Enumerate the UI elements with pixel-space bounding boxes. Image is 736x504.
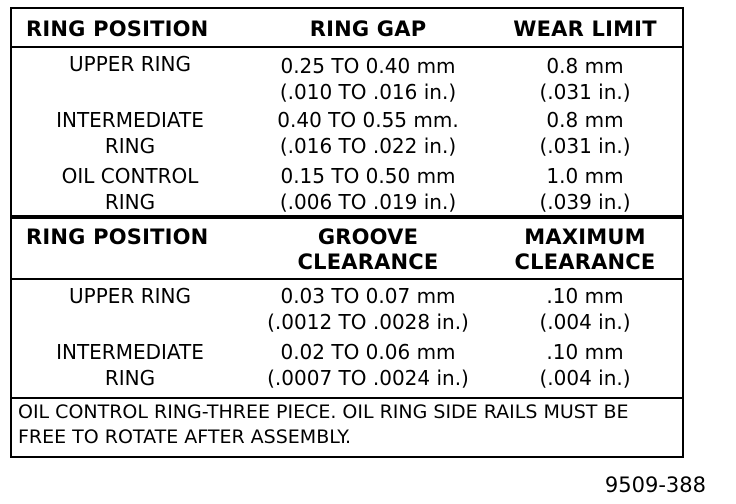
header-maximum-clearance: MAXIMUM CLEARANCE	[514, 225, 656, 274]
gap-row-upper-limit: 0.8 mm (.031 in.)	[539, 54, 631, 104]
clearance-row-upper-position: UPPER RING	[69, 284, 191, 308]
gap-row-upper-position: UPPER RING	[69, 52, 191, 76]
clearance-row-intermediate-position: INTERMEDIATE RING	[56, 340, 204, 390]
clearance-row-intermediate-groove: 0.02 TO 0.06 mm (.0007 TO .0024 in.)	[267, 340, 469, 390]
gap-row-intermediate-limit: 0.8 mm (.031 in.)	[539, 108, 631, 158]
gap-row-oil-limit: 1.0 mm (.039 in.)	[539, 164, 631, 214]
clearance-row-upper-max: .10 mm (.004 in.)	[539, 284, 631, 334]
gap-row-intermediate-gap: 0.40 TO 0.55 mm. (.016 TO .022 in.)	[277, 108, 459, 158]
gap-row-intermediate-position: INTERMEDIATE RING	[56, 108, 204, 158]
gap-row-upper-gap: 0.25 TO 0.40 mm (.010 TO .016 in.)	[279, 54, 457, 104]
note-divider	[12, 397, 682, 399]
clearance-row-upper-groove: 0.03 TO 0.07 mm (.0012 TO .0028 in.)	[267, 284, 469, 334]
assembly-note: OIL CONTROL RING-THREE PIECE. OIL RING SIDE RAILS MUST BE FREE TO ROTATE AFTER ASSEMBLY.	[18, 401, 629, 448]
header-divider	[12, 46, 682, 48]
figure-id: 9509-388	[604, 473, 706, 497]
header2-divider	[12, 278, 682, 280]
ring-specification-table	[10, 7, 684, 458]
header-groove-clearance: GROOVE CLEARANCE	[297, 225, 439, 274]
gap-row-oil-position: OIL CONTROL RING	[61, 164, 199, 214]
header-ring-gap: RING GAP	[309, 17, 427, 41]
clearance-row-intermediate-max: .10 mm (.004 in.)	[539, 340, 631, 390]
gap-row-oil-gap: 0.15 TO 0.50 mm (.006 TO .019 in.)	[279, 164, 457, 214]
header-wear-limit: WEAR LIMIT	[513, 17, 657, 41]
section-divider	[12, 215, 682, 219]
header-ring-position-2: RING POSITION	[26, 225, 209, 249]
header-ring-position: RING POSITION	[26, 17, 209, 41]
